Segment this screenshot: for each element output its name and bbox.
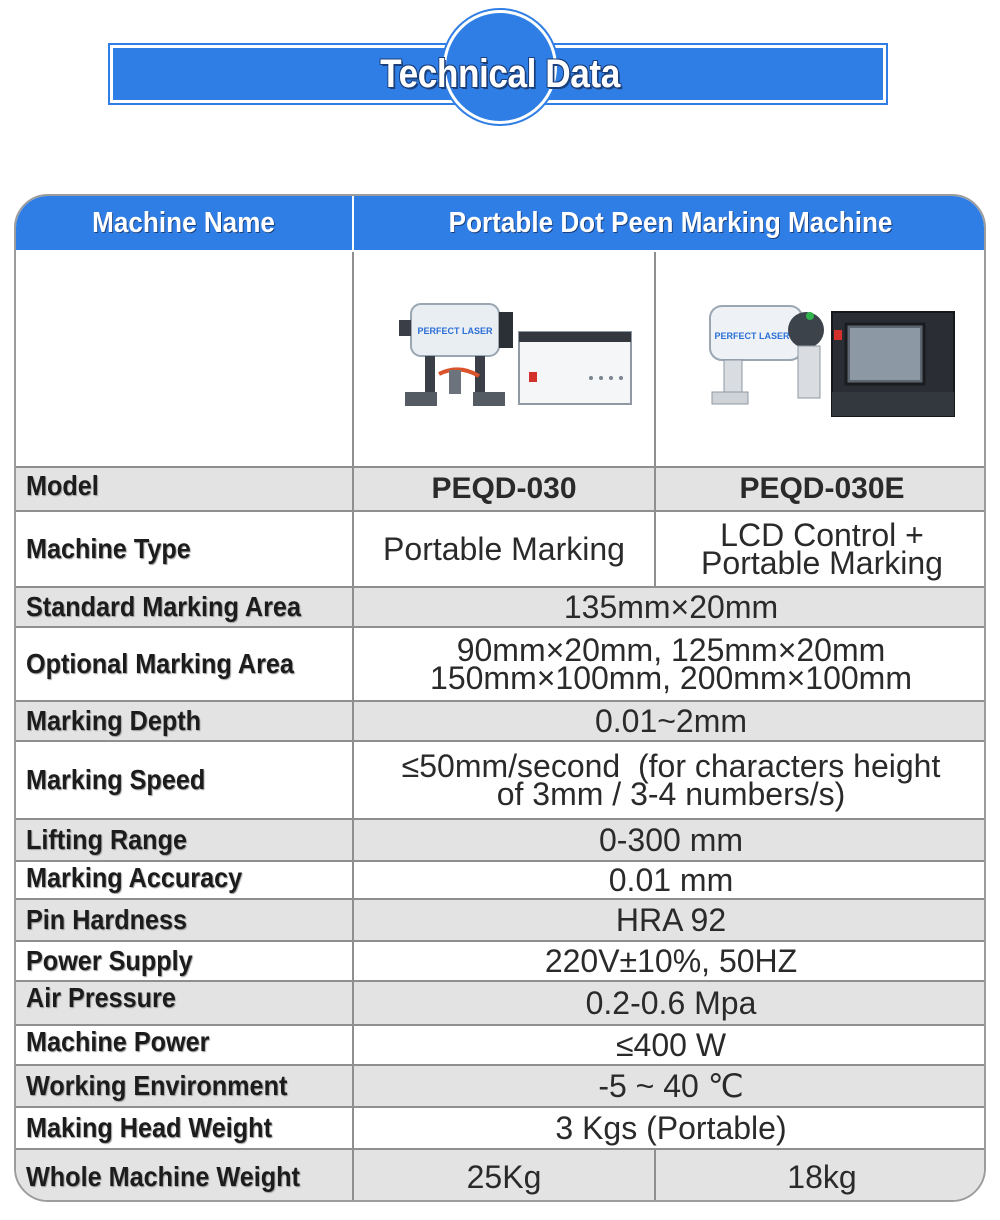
- row-label-whole-weight: Whole Machine Weight: [16, 1150, 354, 1202]
- row-label-standard-area: Standard Marking Area: [16, 588, 354, 628]
- cell-optional-area: 90mm×20mm, 125mm×20mm 150mm×100mm, 200mm×100mm: [354, 628, 986, 702]
- cell-hardness: HRA 92: [354, 900, 986, 942]
- cell-air-pressure: 0.2-0.6 Mpa: [354, 982, 986, 1026]
- brand-label-1: PERFECT LASER: [417, 326, 493, 336]
- product-image-peqd-030e: [656, 252, 986, 468]
- row-label-head-weight: Making Head Weight: [16, 1108, 354, 1150]
- row-label-machine-power: Machine Power: [16, 1026, 354, 1066]
- lcd-dot-peen-machine-icon: [682, 284, 962, 434]
- row-label-model: Model: [16, 468, 354, 512]
- row-label-power-supply: Power Supply: [16, 942, 354, 982]
- header-col1-label: Machine Name: [92, 206, 276, 239]
- row-label-accuracy: Marking Accuracy: [16, 862, 354, 900]
- image-row-empty-cell: [16, 252, 354, 468]
- row-label-environment: Working Environment: [16, 1066, 354, 1108]
- page-title: Technical Data: [380, 51, 620, 96]
- cell-type-peqd-030e: LCD Control + Portable Marking: [656, 512, 986, 588]
- row-label-air-pressure: Air Pressure: [16, 982, 354, 1026]
- cell-head-weight: 3 Kgs (Portable): [354, 1108, 986, 1150]
- cell-whole-weight-peqd-030e: 18kg: [656, 1150, 986, 1202]
- row-label-optional-area: Optional Marking Area: [16, 628, 354, 702]
- cell-type-peqd-030: Portable Marking: [354, 512, 656, 588]
- header-col2-label: Portable Dot Peen Marking Machine: [449, 206, 893, 239]
- cell-model-peqd-030: PEQD-030: [354, 468, 656, 512]
- brand-label-2: PERFECT LASER: [714, 331, 790, 341]
- cell-accuracy: 0.01 mm: [354, 862, 986, 900]
- row-label-speed: Marking Speed: [16, 742, 354, 820]
- spec-table: [14, 194, 986, 1202]
- cell-whole-weight-peqd-030: 25Kg: [354, 1150, 656, 1202]
- cell-model-peqd-030e: PEQD-030E: [656, 468, 986, 512]
- header-machine-name: [16, 196, 354, 252]
- cell-environment: -5 ~ 40 ℃: [354, 1066, 986, 1108]
- cell-lifting: 0-300 mm: [354, 820, 986, 862]
- row-label-hardness: Pin Hardness: [16, 900, 354, 942]
- product-image-peqd-030: [354, 252, 656, 468]
- cell-speed: ≤50mm/second (for characters height of 3mm / 3-4 numbers/s): [354, 742, 986, 820]
- cell-standard-area: 135mm×20mm: [354, 588, 986, 628]
- row-label-machine-type: Machine Type: [16, 512, 354, 588]
- cell-depth: 0.01~2mm: [354, 702, 986, 742]
- row-label-lifting: Lifting Range: [16, 820, 354, 862]
- header-product-name: [354, 196, 986, 252]
- row-label-depth: Marking Depth: [16, 702, 354, 742]
- cell-power-supply: 220V±10%, 50HZ: [354, 942, 986, 982]
- dot-peen-machine-icon: [369, 284, 639, 434]
- cell-machine-power: ≤400 W: [354, 1026, 986, 1066]
